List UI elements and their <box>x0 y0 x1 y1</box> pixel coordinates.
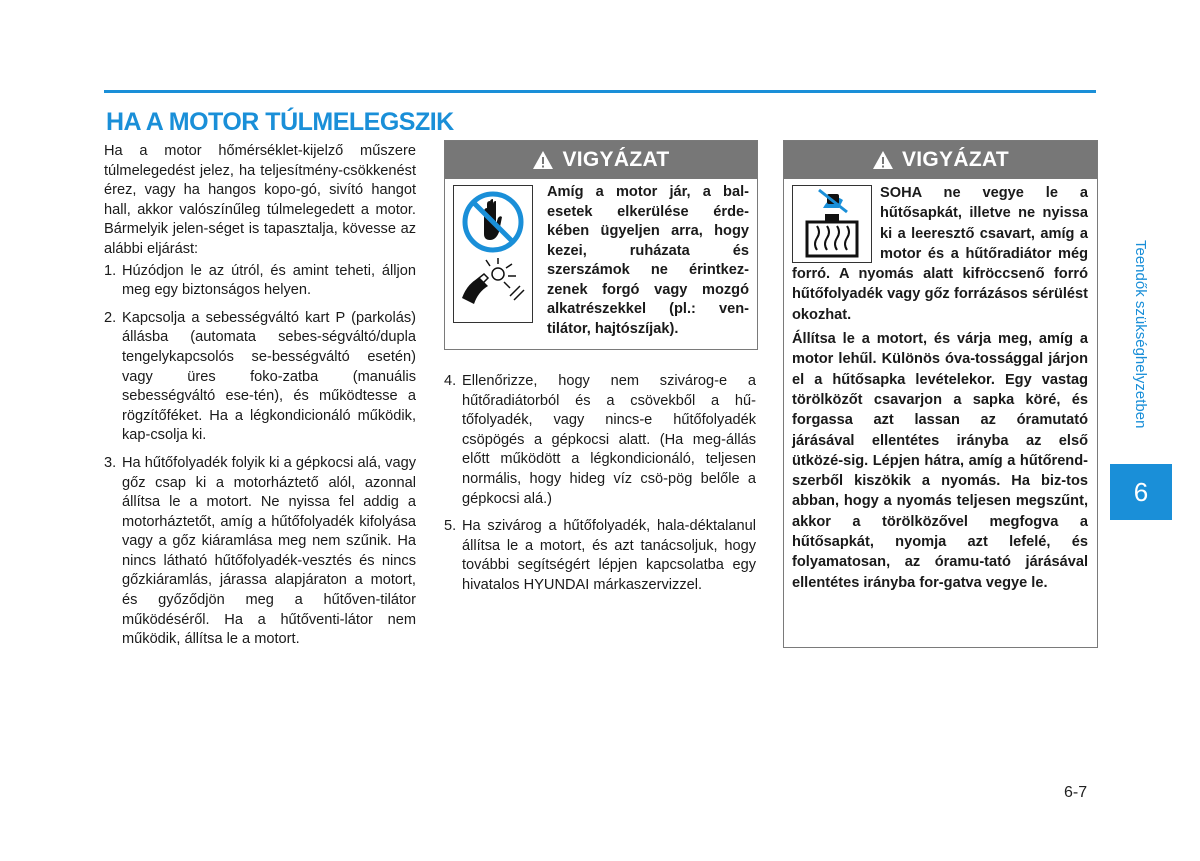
page-number: 6-7 <box>1064 784 1088 801</box>
step-text: Ha hűtőfolyadék folyik ki a gépkocsi alá, vagy gőz csap ki a motorháztető alól, azonnal állítsa le a motort. Ne nyissa fel addig a motorháztetőt, amíg a hűtőfolyadék kifolyása vagy a gőz kiáramlása meg nem szűnik. Ha nincs látható hűtőfolyadék-vesztés és nincs gőzkiáramlás, járassa alapjáraton a motort, és győződjön meg a hűtőven-tilátor működéséről. Ha a hűtőventi-látor nem működik, állítsa le a motort. <box>122 454 416 648</box>
step-number: 4. <box>444 373 457 389</box>
warning-header <box>784 141 1097 179</box>
warning-text: Amíg a motor jár, a bal-esetek elkerülése érde-kében ügyeljen arra, hogy kezei, ruházata és szerszámok ne érintkez-zenek forgó vagy mozgó alkatrészekkel (pl.: ven-tilátor, hajtószíjak). <box>547 184 749 337</box>
warning-triangle-icon <box>532 150 554 170</box>
chapter-tab: 6 <box>1110 464 1172 520</box>
step-item <box>444 517 756 595</box>
step-text: Ellenőrizze, hogy nem szivárog-e a hűtőradiátorból és a csövekből a hű-tőfolyadék, vagy nincs-e hűtőfolyadék csöpögés a gépkocsi alatt. (Ha meg-állás előtt működött a légkondicionáló, teljesen normális, hogy hideg víz csö-pög belőle a gépkocsi alá.) <box>462 373 756 507</box>
intro-paragraph: Ha a motor hőmérséklet-kijelző műszere túlmelegedést jelez, ha teljesítmény-csökkenést érez, vagy ha hangos kopo-gó, sivító hangot hall, akkor valószínűleg túlmelegedett a motor. Bármelyik jelen-séget is tapasztalja, kövesse az alábbi eljárást: <box>104 143 416 257</box>
warning-title: VIGYÁZAT <box>901 148 1009 171</box>
step-number: 3. <box>104 454 117 471</box>
top-rule <box>104 90 1096 93</box>
chapter-side-label-text: Teendők szükséghelyzetben <box>1132 240 1149 429</box>
chapter-side-label <box>1131 240 1151 470</box>
warning-text <box>792 183 1088 593</box>
step-item <box>104 309 416 446</box>
no-hand-fan-hazard-icon <box>453 185 533 323</box>
step-number: 5. <box>444 518 457 535</box>
step-number: 1. <box>104 262 117 279</box>
step-number: 2. <box>104 309 117 326</box>
warning-title: VIGYÁZAT <box>562 148 670 171</box>
steps-list-continued <box>444 372 756 596</box>
second-column <box>444 372 756 596</box>
warning-paragraph-1: SOHA ne vegye le a hűtősapkát, illetve ne nyissa ki a leeresztő csavart, amíg a motor és a hűtőradiátor még forró. A nyomás alatt kifröccsenő forró hűtőfolyadék vagy gőz forrázásos sérülést okozhat. <box>792 185 1088 323</box>
step-text: Kapcsolja a sebességváltó kart P (parkolás) állásba (automata sebes-ségváltó/dupla tengelykapcsolós se-bességváltó esetén) vagy üres foko-zatba (manuális sebességváltó ese-tén), és működtesse a rögzítőféket. Ha a légkondicionáló működik, kap-csolja ki. <box>122 309 416 444</box>
step-item <box>104 262 416 301</box>
warning-box-moving-parts <box>444 140 758 350</box>
steps-list <box>104 262 416 650</box>
step-item <box>444 372 756 509</box>
main-column <box>104 142 416 650</box>
step-text: Ha szivárog a hűtőfolyadék, hala-déktalanul állítsa le a motort, és azt tanácsoljuk, hogy további segítségért lépjen kapcsolatba egy hivatalos HYUNDAI márkaszervizzel. <box>462 518 756 593</box>
section-title: HA A MOTOR TÚLMELEGSZIK <box>106 108 454 136</box>
step-text: Húzódjon le az útról, és amint teheti, álljon meg egy biztonságos helyen. <box>122 262 416 299</box>
warning-header <box>445 141 757 179</box>
warning-paragraph-2: Állítsa le a motort, és várja meg, amíg a motor lehűl. Különös óva-tossággal járjon el a hűtősapka levételekor. Egy vastag törölközőt csavarjon a sapka köré, és forgassa azt lassan az óramutató járásával ellentétes irányba az első ütközé-sig. Lépjen hátra, amíg a hűtőrend-szerből kiszökik a nyomás. Ha biz-tos abban, hogy a nyomás teljesen megszűnt, akkor a törölközővel megfogva a hűtősapkát, nyomja azt lefelé, és folyamatosan, az óramu-tató járásával ellentétes irányba for-gatva vegye le. <box>792 331 1088 591</box>
warning-triangle-icon <box>872 150 894 170</box>
step-item <box>104 454 416 650</box>
warning-box-radiator-cap <box>783 140 1098 648</box>
